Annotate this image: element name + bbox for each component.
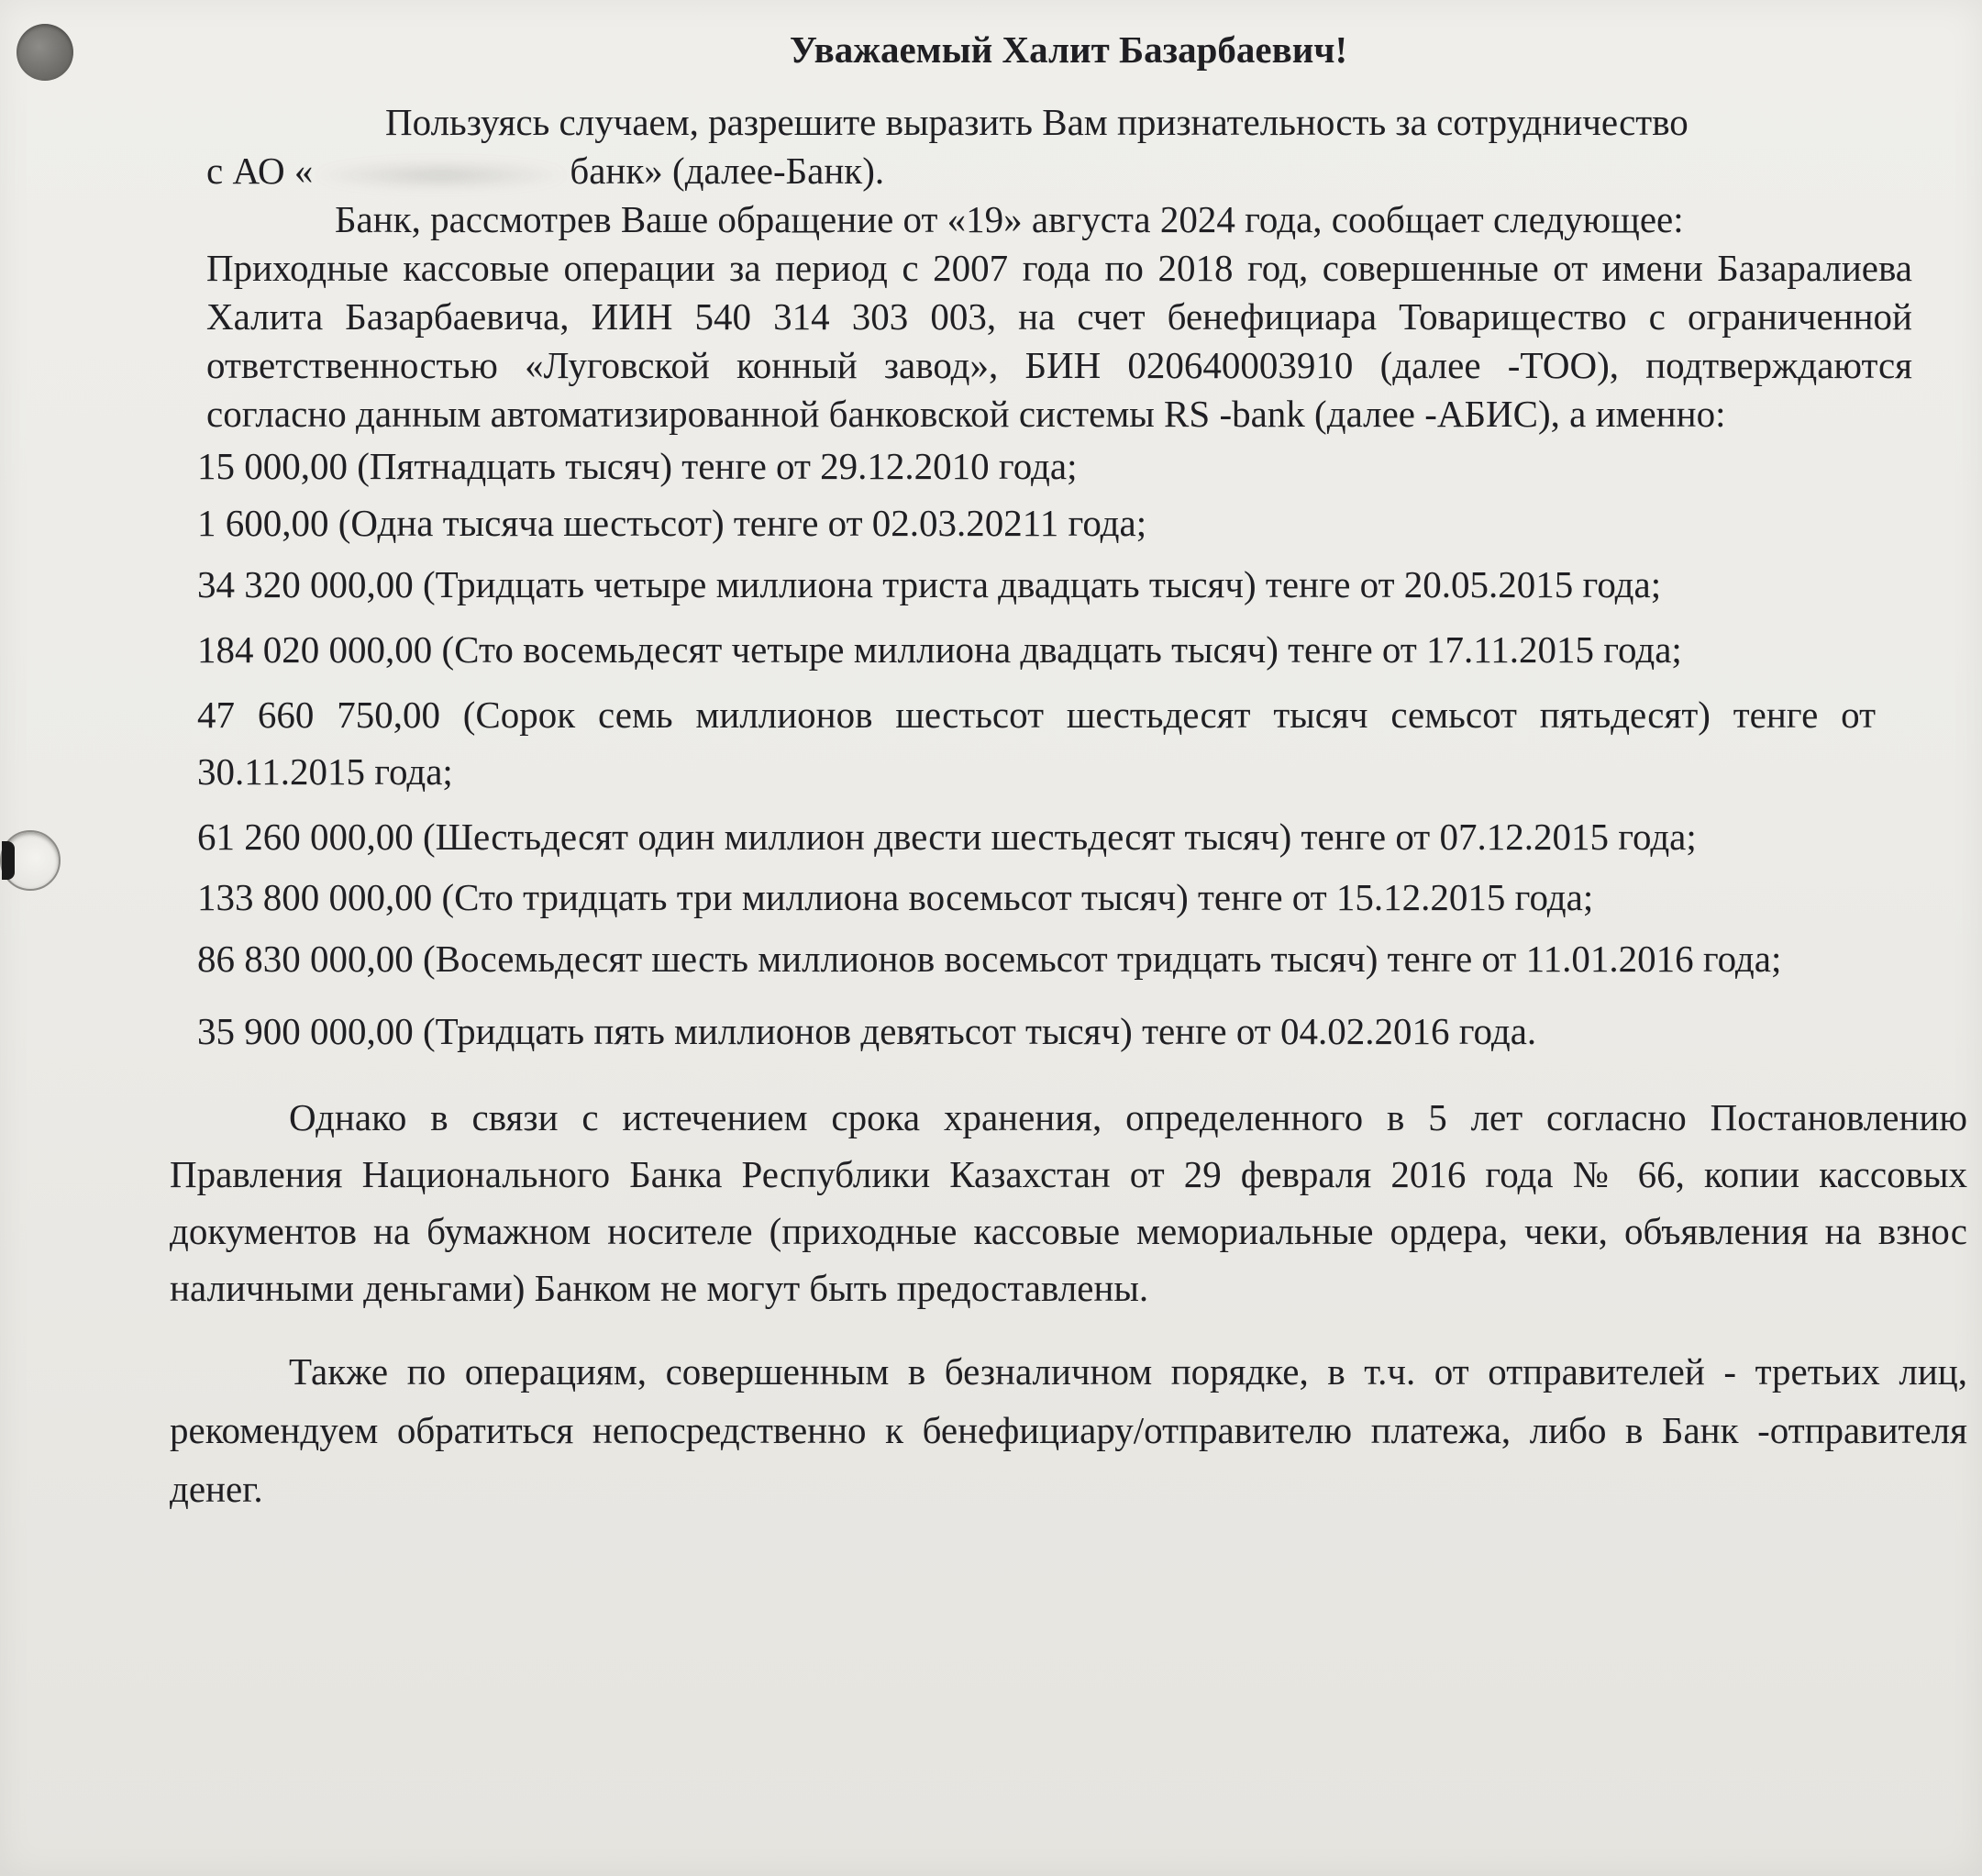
redacted-bank-name	[313, 161, 570, 189]
intro-bank-suffix: банк» (далее-Банк).	[570, 150, 885, 192]
operation-item: 15 000,00 (Пятнадцать тысяч) тенге от 29.12.2010 года;	[197, 445, 1078, 487]
punch-hole-top	[17, 24, 73, 81]
operation-item: 47 660 750,00 (Сорок семь миллионов шестьсот шестьдесят тысяч семьсот пятьдесят) тенге от 30.11.2015 года;	[197, 694, 1876, 793]
storage-paragraph: Однако в связи с истечением срока хранения, определенного в 5 лет согласно Постановлению Правления Национального Банка Республики Казахстан от 29 февраля 2016 года № 66, копии кассовых документов на бумажном носителе (приходные кассовые мемориальные ордера, чеки, объявления на взнос наличными деньгами) Банком не могут быть предоставлены.	[170, 1096, 1967, 1309]
intro-bank-line	[174, 147, 1908, 195]
operation-item: 86 830 000,00 (Восемьдесят шесть миллионов восемьсот тридцать тысяч) тенге от 11.01.2016 года;	[197, 938, 1782, 980]
operation-item: 61 260 000,00 (Шестьдесят один миллион двести шестьдесят тысяч) тенге от 07.12.2015 года;	[197, 816, 1697, 858]
greeting: Уважаемый Халит Базарбаевич!	[789, 28, 1348, 71]
operations-list	[174, 442, 1876, 1056]
operation-item: 1 600,00 (Одна тысяча шестьсот) тенге от 02.03.20211 года;	[197, 502, 1147, 544]
noncash-paragraph: Также по операциям, совершенным в безналичном порядке, в т.ч. от отправителей - третьих лиц, рекомендуем обратиться непосредственно к бенефициару/отправителю платежа, либо в Банк -отправителя денег.	[170, 1350, 1967, 1510]
letter-body	[170, 26, 1967, 1518]
operation-item: 35 900 000,00 (Тридцать пять миллионов девятьсот тысяч) тенге от 04.02.2016 года.	[197, 1010, 1537, 1052]
confirmation-paragraph	[174, 244, 1912, 438]
request-text: Банк, рассмотрев Ваше обращение от «19» августа 2024 года, сообщает следующее:	[335, 198, 1684, 240]
intro-line-1: Пользуясь случаем, разрешите выразить Вам признательность за сотрудничество	[385, 101, 1689, 143]
operation-item: 34 320 000,00 (Тридцать четыре миллиона триста двадцать тысяч) тенге от 20.05.2015 года;	[197, 563, 1662, 605]
confirmation-text: Приходные кассовые операции за период с 2007 года по 2018 год, совершенные от имени Базаралиева Халита Базарбаевича, ИИН 540 314 303 003, на счет бенефициара Товарищество с ограниченной ответственностью «Луговской конный завод», БИН 020640003910 (далее -ТОО), подтверждаются согласно данным автоматизированной банковской системы RS -bank (далее -АБИС), а именно:	[206, 247, 1912, 435]
request-line	[174, 195, 1912, 244]
operation-item: 133 800 000,00 (Сто тридцать три миллиона восемьсот тысяч) тенге от 15.12.2015 года;	[197, 876, 1594, 918]
intro-bank-prefix: с АО «	[206, 150, 314, 192]
punch-hole-middle	[0, 830, 61, 891]
intro-paragraph	[174, 98, 1899, 147]
operation-item: 184 020 000,00 (Сто восемьдесят четыре миллиона двадцать тысяч) тенге от 17.11.2015 года;	[197, 628, 1682, 671]
